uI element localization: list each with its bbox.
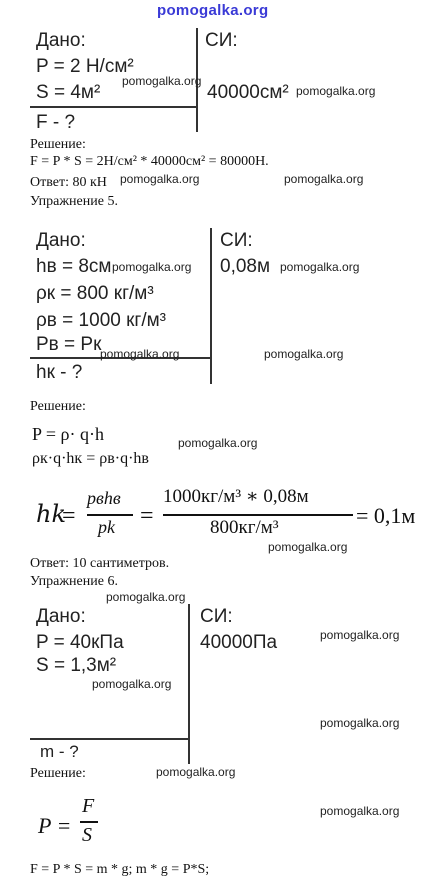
dano-label: Дано: — [36, 230, 86, 251]
watermark: pomogalka.org — [122, 74, 202, 88]
formula-pressure: P = ρ· q·h — [32, 424, 104, 444]
si-label: СИ: — [200, 606, 233, 627]
exercise-title: Упражнение 6. — [30, 574, 118, 589]
result-value: = 0,1м — [356, 503, 416, 528]
watermark: pomogalka.org — [264, 347, 344, 361]
fraction-numerator: 1000кг/м³ ∗ 0,08м — [163, 486, 309, 507]
lhs-height: hk — [36, 500, 66, 528]
solution-label: Решение: — [30, 137, 86, 152]
divider-horizontal — [30, 106, 196, 108]
find-force: F - ? — [36, 112, 76, 133]
dano-label: Дано: — [36, 606, 86, 627]
watermark-top: pomogalka.org — [157, 2, 269, 19]
solution-formula: F = P * S = 2Н/см² * 40000см² = 80000Н. — [30, 154, 269, 169]
fraction-denominator: pk — [98, 517, 115, 537]
si-label: СИ: — [220, 230, 253, 251]
answer: Ответ: 10 сантиметров. — [30, 556, 170, 571]
solution-label: Решение: — [30, 399, 86, 414]
watermark: pomogalka.org — [320, 804, 400, 818]
equals-sign: = — [62, 503, 76, 529]
fraction-denominator: 800кг/м³ — [210, 517, 279, 538]
given-pressure: P = 2 Н/см² — [36, 56, 134, 77]
given-area: S = 1,3м² — [36, 655, 117, 676]
fraction-bar — [80, 821, 98, 823]
given-water-height: hв = 8см — [36, 256, 112, 277]
watermark: pomogalka.org — [92, 677, 172, 691]
equals-sign: = — [140, 503, 154, 529]
fraction-numerator: F — [82, 795, 95, 817]
si-area: 40000см² — [207, 82, 289, 103]
watermark: pomogalka.org — [178, 436, 258, 450]
fraction-denominator: S — [82, 824, 92, 846]
given-kerosene-density: ρк = 800 кг/м³ — [36, 283, 154, 304]
watermark: pomogalka.org — [100, 347, 180, 361]
fraction-bar — [163, 514, 353, 516]
si-label: СИ: — [205, 30, 238, 51]
fraction-numerator: pвhв — [87, 488, 121, 508]
si-height: 0,08м — [220, 256, 271, 277]
divider-vertical — [210, 228, 212, 384]
lhs-pressure: P = — [38, 813, 72, 838]
given-pressure-equality: Pв = Pк — [36, 334, 102, 355]
exercise-title: Упражнение 5. — [30, 194, 118, 209]
watermark: pomogalka.org — [120, 172, 200, 186]
watermark: pomogalka.org — [268, 540, 348, 554]
watermark: pomogalka.org — [320, 716, 400, 730]
dano-label: Дано: — [36, 30, 86, 51]
find-height: hк - ? — [36, 362, 83, 383]
given-area: S = 4м² — [36, 82, 101, 103]
final-formula: F = P * S = m * g; m * g = P*S; — [30, 862, 210, 877]
fraction-bar — [87, 514, 133, 516]
watermark: pomogalka.org — [284, 172, 364, 186]
formula-equality: ρк·q·hк = ρв·q·hв — [32, 450, 149, 467]
si-pressure: 40000Па — [200, 632, 278, 653]
given-water-density: ρв = 1000 кг/м³ — [36, 310, 167, 331]
watermark: pomogalka.org — [280, 260, 360, 274]
find-mass: m - ? — [40, 742, 79, 761]
solution-label: Решение: — [30, 766, 86, 781]
divider-vertical — [188, 604, 190, 764]
watermark: pomogalka.org — [156, 765, 236, 779]
given-pressure: P = 40кПа — [36, 632, 124, 653]
divider-horizontal — [30, 738, 188, 740]
watermark: pomogalka.org — [296, 84, 376, 98]
answer: Ответ: 80 кН — [30, 175, 107, 190]
watermark: pomogalka.org — [320, 628, 400, 642]
watermark: pomogalka.org — [112, 260, 192, 274]
watermark: pomogalka.org — [106, 590, 186, 604]
